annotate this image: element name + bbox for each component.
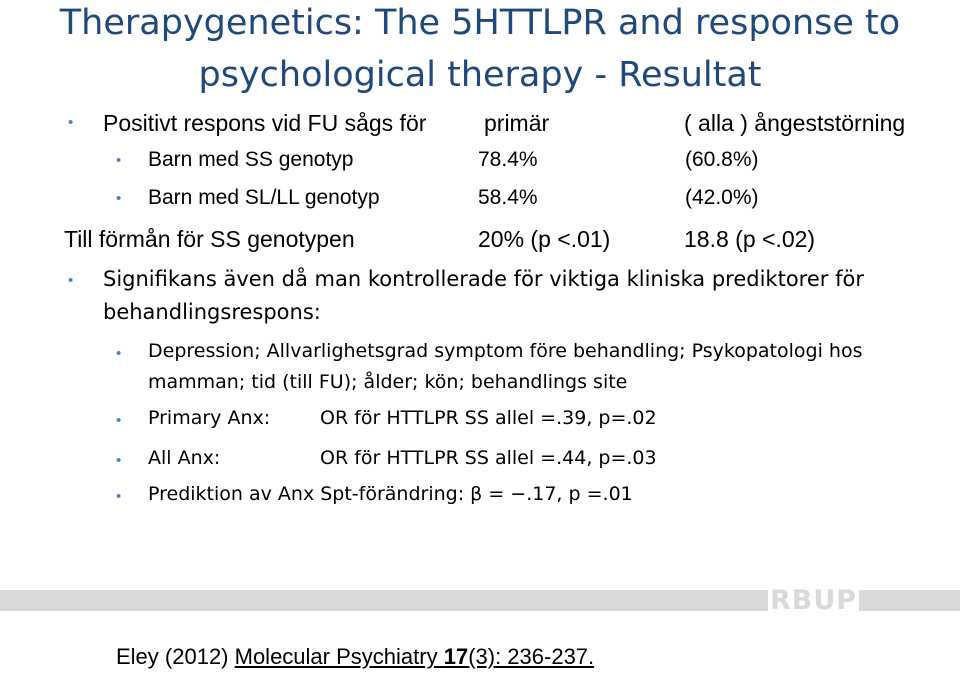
all-anx-value: OR för HTTLPR SS allel =.44, p=.03 (320, 447, 657, 469)
row3-label: Barn med SL/LL genotyp (148, 186, 380, 209)
primary-anx-value: OR för HTTLPR SS allel =.39, p=.02 (320, 407, 657, 429)
bullet-icon: • (68, 272, 74, 289)
row1-primary: primär (484, 110, 550, 136)
bullet-icon: • (116, 190, 122, 207)
row3-primary: 58.4% (478, 186, 538, 209)
bullet-icon: • (116, 345, 122, 362)
predictors-line1: Depression; Allvarlighetsgrad symptom före behandling; Psykopatologi hos (148, 340, 863, 362)
bullet-icon: • (116, 488, 122, 505)
all-anx-label: All Anx: (148, 447, 221, 469)
significance-line1: Signifikans även då man kontrollerade för viktiga kliniska prediktorer för (103, 267, 864, 291)
row2-label: Barn med SS genotyp (148, 148, 354, 171)
bullet-icon: • (116, 152, 122, 169)
predictors-line2: mamman; tid (till FU); ålder; kön; behandlings site (148, 371, 628, 393)
bullet-icon: • (116, 452, 122, 469)
row4-primary: 20% (p <.01) (478, 226, 611, 252)
rbup-logo: RBUP (770, 585, 858, 616)
row2-all: (60.8%) (685, 148, 759, 171)
primary-anx-label: Primary Anx: (148, 407, 271, 429)
row1-all: ( alla ) ångeststörning (684, 110, 906, 136)
row4-all: 18.8 (p <.02) (684, 226, 816, 252)
bullet-icon: • (116, 412, 122, 429)
significance-line2: behandlingsrespons: (103, 300, 321, 324)
slide-title-line2: psychological therapy - Resultat (198, 55, 762, 95)
row3-all: (42.0%) (685, 186, 759, 209)
citation-volume: 17 (443, 644, 469, 669)
bullet-icon: • (68, 114, 74, 131)
citation-pages: (3): 236-237. (468, 644, 595, 669)
row2-primary: 78.4% (478, 148, 538, 171)
row1-label: Positivt respons vid FU sågs för (103, 110, 427, 136)
citation-journal[interactable]: Molecular Psychiatry 17(3): 236-237. (234, 644, 595, 669)
citation (116, 644, 594, 670)
row4-label: Till förmån för SS genotypen (64, 226, 355, 252)
slide-title-line1: Therapygenetics: The 5HTTLPR and response to (59, 3, 901, 43)
citation-author: Eley (2012) (116, 644, 235, 669)
anx-prediction: Prediktion av Anx Spt-förändring: β = −.17, p =.01 (148, 483, 633, 505)
